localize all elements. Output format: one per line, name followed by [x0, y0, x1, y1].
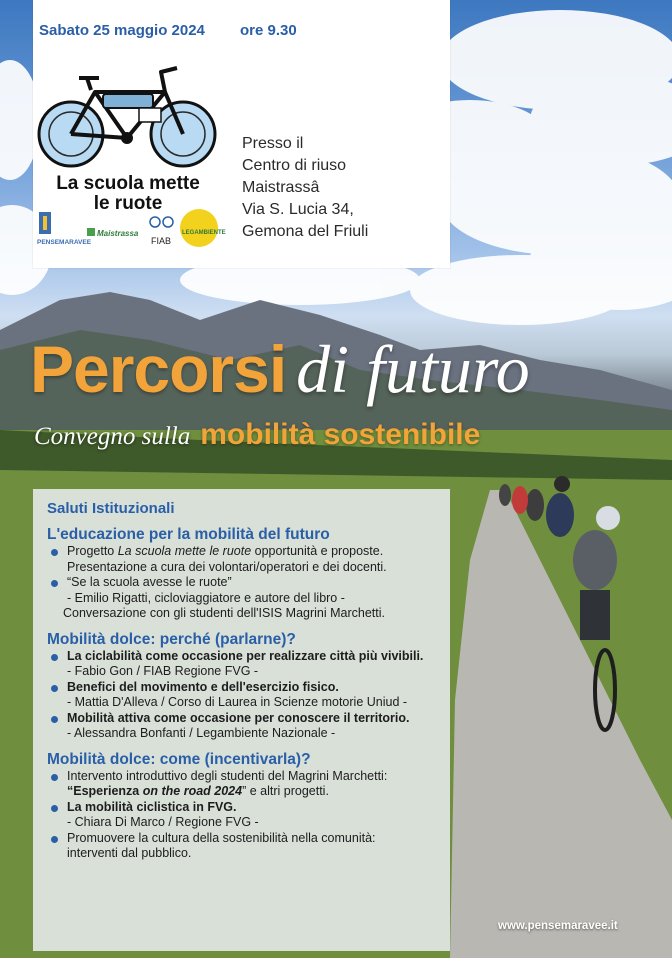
list-item-detail: “Esperienza on the road 2024” e altri progetti. — [67, 784, 329, 798]
list-item: Intervento introduttivo degli studenti del Magrini Marchetti: — [47, 769, 447, 785]
svg-text:FIAB: FIAB — [151, 236, 172, 246]
svg-text:LEGAMBIENTE: LEGAMBIENTE — [182, 230, 226, 236]
bullet-icon — [51, 580, 58, 587]
section-heading-come: Mobilità dolce: come (incentivarla)? — [47, 750, 311, 768]
svg-text:PENSEMARAVEE: PENSEMARAVEE — [37, 239, 92, 246]
program-panel — [33, 489, 450, 951]
list-item: Mobilità attiva come occasione per conoscere il territorio. — [47, 711, 447, 727]
list-item: La ciclabilità come occasione per realizzare città più vivibili. — [47, 649, 447, 665]
legambiente-logo — [180, 209, 226, 247]
saluti-heading: Saluti Istituzionali — [47, 500, 175, 517]
section-heading-educazione: L'educazione per la mobilità del futuro — [47, 526, 330, 543]
bullet-icon — [51, 774, 58, 781]
fiab-logo — [150, 217, 173, 246]
pensemaravee-logo — [37, 212, 92, 246]
list-item: Promuovere la cultura della sostenibilità nella comunità: — [47, 831, 447, 847]
svg-text:Maistrassa: Maistrassa — [97, 229, 139, 238]
bullet-icon — [51, 805, 58, 812]
subtitle: Convegno sulla mobilità sostenibile — [34, 418, 481, 451]
event-time: ore 9.30 — [240, 22, 297, 39]
bullet-icon — [51, 836, 58, 843]
maistrassa-logo — [87, 228, 139, 238]
list-item-detail: - Alessandra Bonfanti / Legambiente Nazionale - — [67, 726, 336, 740]
list-item-detail: Presentazione a cura dei volontari/operatori e dei docenti. — [67, 559, 387, 574]
main-title: Percorsi di futuro — [30, 331, 530, 407]
bullet-icon — [51, 716, 58, 723]
event-date: Sabato 25 maggio 2024 — [39, 22, 205, 39]
list-item: La mobilità ciclistica in FVG. — [47, 800, 447, 816]
list-item-detail: - Chiara Di Marco / Regione FVG - — [67, 815, 259, 829]
list-item-detail: - Fabio Gon / FIAB Regione FVG - — [67, 664, 259, 678]
list-item-detail: - Mattia D'Alleva / Corso di Laurea in Scienze motorie Uniud - — [67, 695, 408, 709]
list-item: Progetto La scuola mette le ruote opportunità e proposte. — [47, 544, 447, 560]
list-item: “Se la scuola avesse le ruote” — [47, 575, 447, 591]
bullet-icon — [51, 654, 58, 661]
list-item-detail: interventi dal pubblico. — [67, 846, 192, 860]
website-link[interactable]: www.pensemaravee.it — [498, 920, 618, 932]
project-logo — [33, 48, 226, 266]
section-heading-perche: Mobilità dolce: perché (parlarne)? — [47, 630, 296, 648]
list-item: Benefici del movimento e dell'esercizio fisico. — [47, 680, 447, 696]
bullet-icon — [51, 549, 58, 556]
event-info-card — [33, 0, 450, 268]
partner-logos — [37, 208, 226, 258]
project-title: La scuola mette le ruote — [56, 173, 200, 214]
list-item-detail: Conversazione con gli studenti dell'ISIS Magrini Marchetti. — [63, 606, 385, 620]
bullet-icon — [51, 685, 58, 692]
list-item-detail: - Emilio Rigatti, cicloviaggiatore e autore del libro - — [67, 590, 345, 605]
bicycle-icon — [35, 52, 221, 172]
venue-address: Presso il Centro di riuso Maistrassâ Via S. Lucia 34, Gemona del Friuli — [242, 135, 369, 240]
